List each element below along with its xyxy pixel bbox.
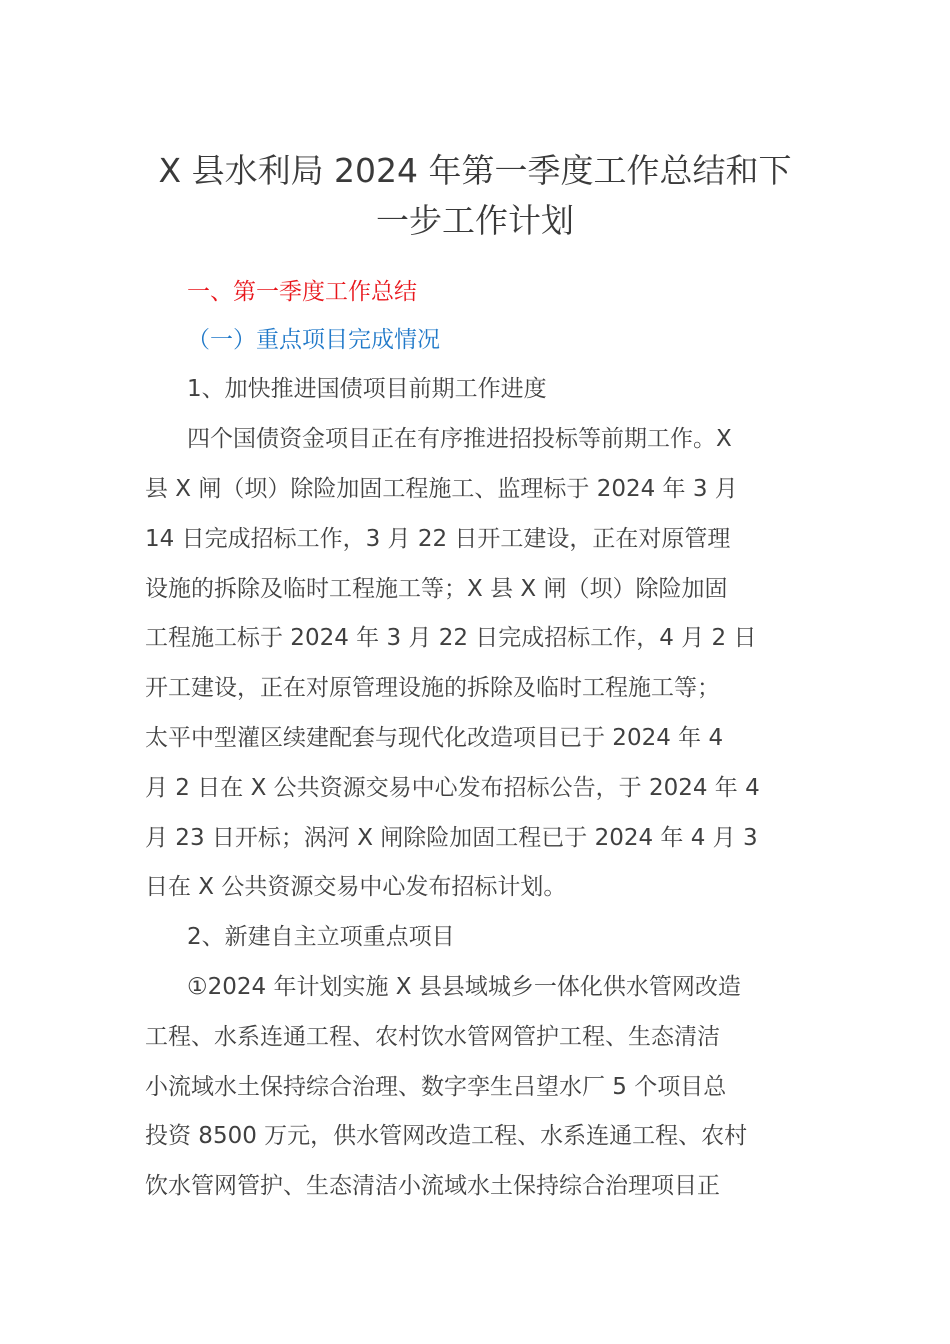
paragraph2-line: 投资 8500 万元，供水管网改造工程、水系连通工程、农村	[145, 1123, 748, 1149]
paragraph2-line: ①2024 年计划实施 X 县县域城乡一体化供水管网改造	[187, 974, 741, 1000]
paragraph1-line: 月 2 日在 X 公共资源交易中心发布招标公告，于 2024 年 4	[145, 775, 760, 801]
document-title-line-1: X 县水利局 2024 年第一季度工作总结和下	[158, 151, 792, 190]
document-title-line-2: 一步工作计划	[376, 201, 574, 240]
paragraph2-line: 小流域水土保持综合治理、数字孪生吕望水厂 5 个项目总	[145, 1074, 727, 1100]
paragraph1-line: 太平中型灌区续建配套与现代化改造项目已于 2024 年 4	[145, 725, 724, 751]
paragraph1-line: 月 23 日开标；涡河 X 闸除险加固工程已于 2024 年 4 月 3	[145, 825, 758, 851]
paragraph1-line: 日在 X 公共资源交易中心发布招标计划。	[145, 874, 567, 900]
paragraph2-line: 工程、水系连通工程、农村饮水管网管护工程、生态清洁	[145, 1024, 720, 1050]
paragraph1-line: 县 X 闸（坝）除险加固工程施工、监理标于 2024 年 3 月	[145, 476, 738, 502]
item2-heading: 2、新建自主立项重点项目	[187, 924, 455, 950]
paragraph1-line: 工程施工标于 2024 年 3 月 22 日完成招标工作，4 月 2 日	[145, 625, 757, 651]
paragraph1-line: 14 日完成招标工作，3 月 22 日开工建设，正在对原管理	[145, 526, 731, 552]
subsection-heading: （一）重点项目完成情况	[187, 327, 440, 353]
paragraph1-line: 四个国债资金项目正在有序推进招投标等前期工作。X	[187, 426, 732, 452]
paragraph1-line: 设施的拆除及临时工程施工等；X 县 X 闸（坝）除险加固	[145, 576, 728, 602]
paragraph1-line: 开工建设，正在对原管理设施的拆除及临时工程施工等；	[145, 675, 720, 701]
item1-heading: 1、加快推进国债项目前期工作进度	[187, 376, 547, 402]
section-heading: 一、第一季度工作总结	[187, 279, 417, 305]
paragraph2-line: 饮水管网管护、生态清洁小流域水土保持综合治理项目正	[145, 1173, 720, 1199]
